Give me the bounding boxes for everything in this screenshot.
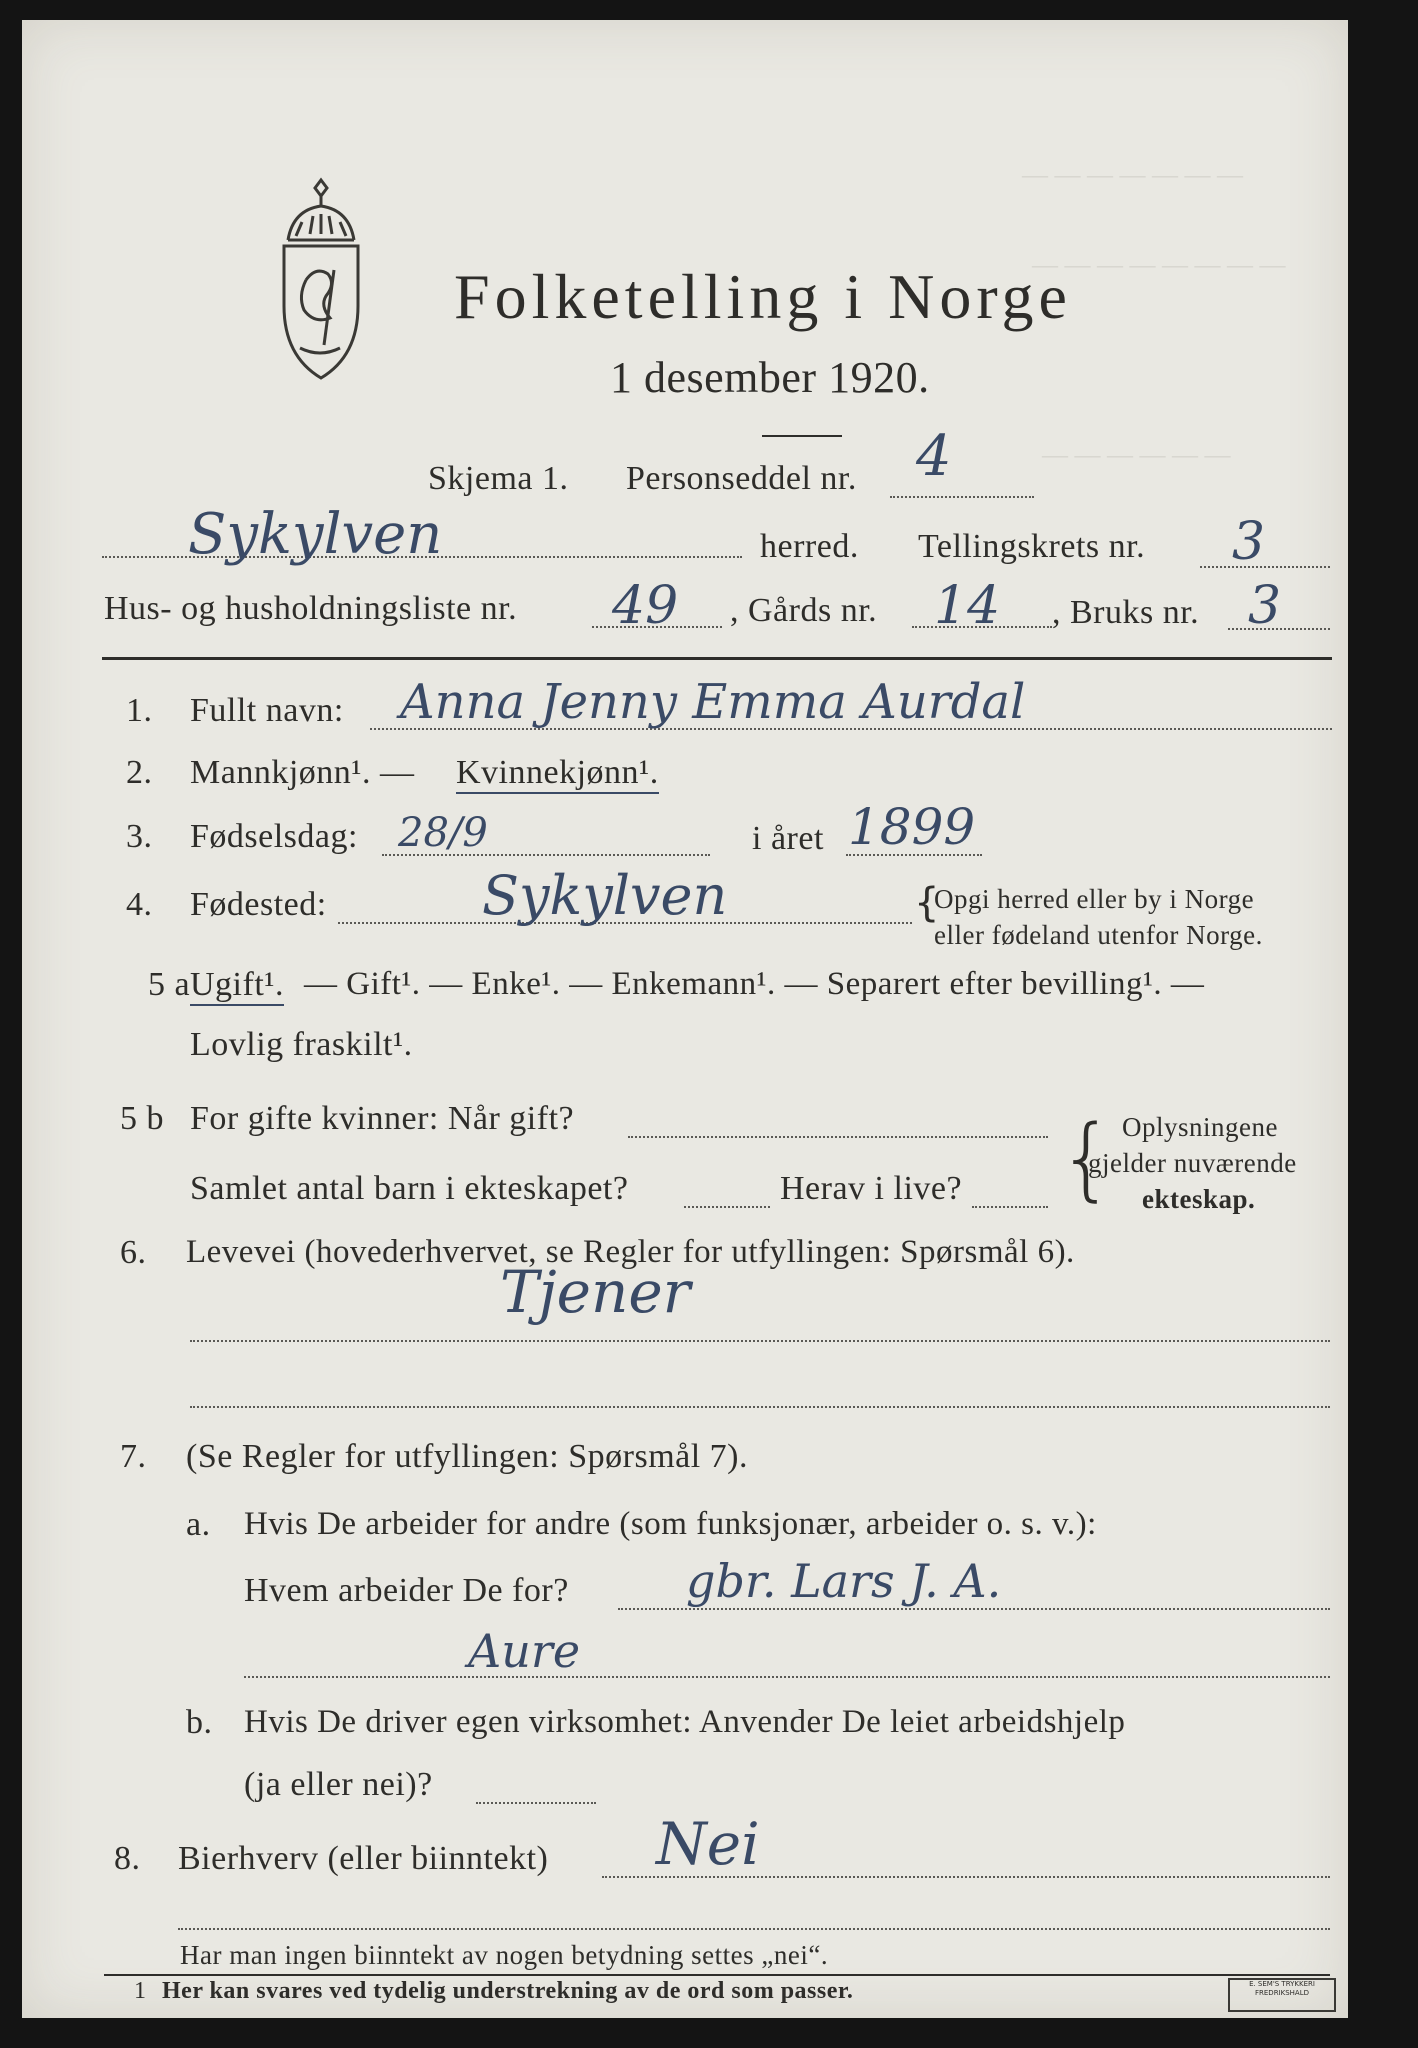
alive-label: Herav i live? — [780, 1170, 963, 1207]
tellingskrets-label: Tellingskrets nr. — [918, 528, 1146, 565]
female-option-underlined[interactable]: Kvinnekjønn¹. — [456, 754, 659, 794]
birthday-value[interactable]: 28/9 — [398, 810, 488, 856]
footnote-text: Her kan svares ved tydelig understrekning av de ord som passer. — [162, 1978, 854, 2004]
bruks-value[interactable]: 3 — [1248, 576, 1282, 636]
hired-help-label: (ja eller nei)? — [244, 1766, 433, 1803]
note-brace: { — [1058, 1106, 1116, 1211]
q8-label: Bierhverv (eller biinntekt) — [178, 1840, 549, 1877]
tellingskrets-value[interactable]: 3 — [1232, 512, 1266, 572]
herred-value[interactable]: Sykylven — [188, 502, 443, 567]
header-rule — [102, 657, 1332, 660]
q7a-text: Hvis De arbeider for andre (som funksjonær, arbeider o. s. v.): — [244, 1506, 1097, 1542]
schema-label: Skjema 1. — [428, 460, 569, 497]
bleed-through-text: — — — — — — — [1042, 440, 1231, 469]
male-option[interactable]: Mannkjønn¹. — — [190, 754, 415, 791]
q7a-letter: a. — [186, 1506, 211, 1543]
occupation-line-1 — [190, 1340, 1330, 1342]
q5a-number: 5 a — [148, 966, 191, 1003]
employer-value-1[interactable]: gbr. Lars J. A. — [686, 1554, 1002, 1608]
herred-label: herred. — [760, 528, 859, 565]
page-title: Folketelling i Norge — [454, 261, 1072, 332]
employer-value-2[interactable]: Aure — [468, 1624, 581, 1678]
note-brace: { — [914, 880, 940, 926]
q4-label: Fødested: — [190, 886, 327, 923]
full-name-value[interactable]: Anna Jenny Emma Aurdal — [400, 674, 1026, 730]
gards-value[interactable]: 14 — [934, 576, 1001, 636]
q7b-letter: b. — [186, 1704, 213, 1741]
married-when-label: For gifte kvinner: Når gift? — [190, 1100, 575, 1137]
employer-line-1 — [618, 1608, 1330, 1610]
q6-label: Levevei (hovederhvervet, se Regler for utfyllingen: Spørsmål 6). — [186, 1234, 1075, 1270]
bleed-through-text: — — — — — — — — — [1032, 250, 1286, 279]
q4-number: 4. — [126, 886, 153, 923]
q7b-text: Hvis De driver egen virksomhet: Anvender De leiet arbeidshjelp — [244, 1704, 1126, 1740]
occupation-line-2 — [190, 1406, 1330, 1408]
side-income-line-2 — [178, 1928, 1330, 1930]
q8-number: 8. — [114, 1840, 141, 1877]
q7-number: 7. — [120, 1438, 147, 1475]
footnote-number: 1 — [134, 1978, 147, 2004]
birthplace-note-1: Opgi herred eller by i Norge — [934, 884, 1255, 914]
bruks-label: , Bruks nr. — [1052, 594, 1200, 631]
employer-label: Hvem arbeider De for? — [244, 1572, 569, 1609]
q7-label: (Se Regler for utfyllingen: Spørsmål 7). — [186, 1438, 749, 1475]
birthplace-value[interactable]: Sykylven — [482, 864, 728, 927]
year-value[interactable]: 1899 — [848, 798, 976, 856]
ugift-option-underlined[interactable]: Ugift¹. — [190, 966, 284, 1006]
marriage-note-2: gjelder nuværende — [1088, 1148, 1297, 1178]
q2-number: 2. — [126, 754, 153, 791]
census-form-page — [22, 20, 1348, 2018]
side-income-value[interactable]: Nei — [656, 1810, 760, 1878]
q1-number: 1. — [126, 692, 153, 729]
q6-number: 6. — [120, 1234, 147, 1271]
husliste-label: Hus- og husholdningsliste nr. — [104, 590, 518, 627]
personseddel-label: Personseddel nr. — [626, 460, 857, 497]
no-income-note: Har man ingen biinntekt av nogen betydning settes „nei“. — [180, 1940, 829, 1970]
husliste-value[interactable]: 49 — [612, 576, 679, 636]
marriage-note-3: ekteskap. — [1142, 1184, 1256, 1214]
hired-help-line — [476, 1802, 596, 1804]
children-label: Samlet antal barn i ekteskapet? — [190, 1170, 629, 1207]
occupation-value[interactable]: Tjener — [500, 1258, 691, 1326]
title-divider — [762, 435, 842, 437]
census-date: 1 desember 1920. — [610, 353, 930, 402]
personseddel-line — [890, 496, 1034, 498]
norwegian-coat-of-arms-icon — [266, 170, 376, 390]
printer-stamp: E. SEM'S TRYKKERI FREDRIKSHALD — [1228, 1978, 1336, 2012]
personseddel-value[interactable]: 4 — [916, 424, 952, 489]
q1-label: Fullt navn: — [190, 692, 344, 729]
alive-line — [972, 1206, 1048, 1208]
gards-label: , Gårds nr. — [730, 592, 878, 629]
married-when-line — [628, 1136, 1048, 1138]
children-line — [684, 1206, 770, 1208]
lovlig-fraskilt-option[interactable]: Lovlig fraskilt¹. — [190, 1026, 413, 1063]
q3-number: 3. — [126, 818, 153, 855]
employer-line-2 — [244, 1676, 1330, 1678]
birthplace-note-2: eller fødeland utenfor Norge. — [934, 920, 1263, 950]
year-label: i året — [752, 820, 824, 857]
bleed-through-text: — — — — — — — — [1022, 160, 1243, 189]
q3-label: Fødselsdag: — [190, 818, 358, 855]
footer-rule — [104, 1974, 1330, 1976]
marital-options[interactable]: — Gift¹. — Enke¹. — Enkemann¹. — Separert efter bevilling¹. — — [304, 966, 1205, 1002]
marriage-note-1: Oplysningene — [1122, 1112, 1278, 1142]
q5b-number: 5 b — [120, 1100, 164, 1137]
